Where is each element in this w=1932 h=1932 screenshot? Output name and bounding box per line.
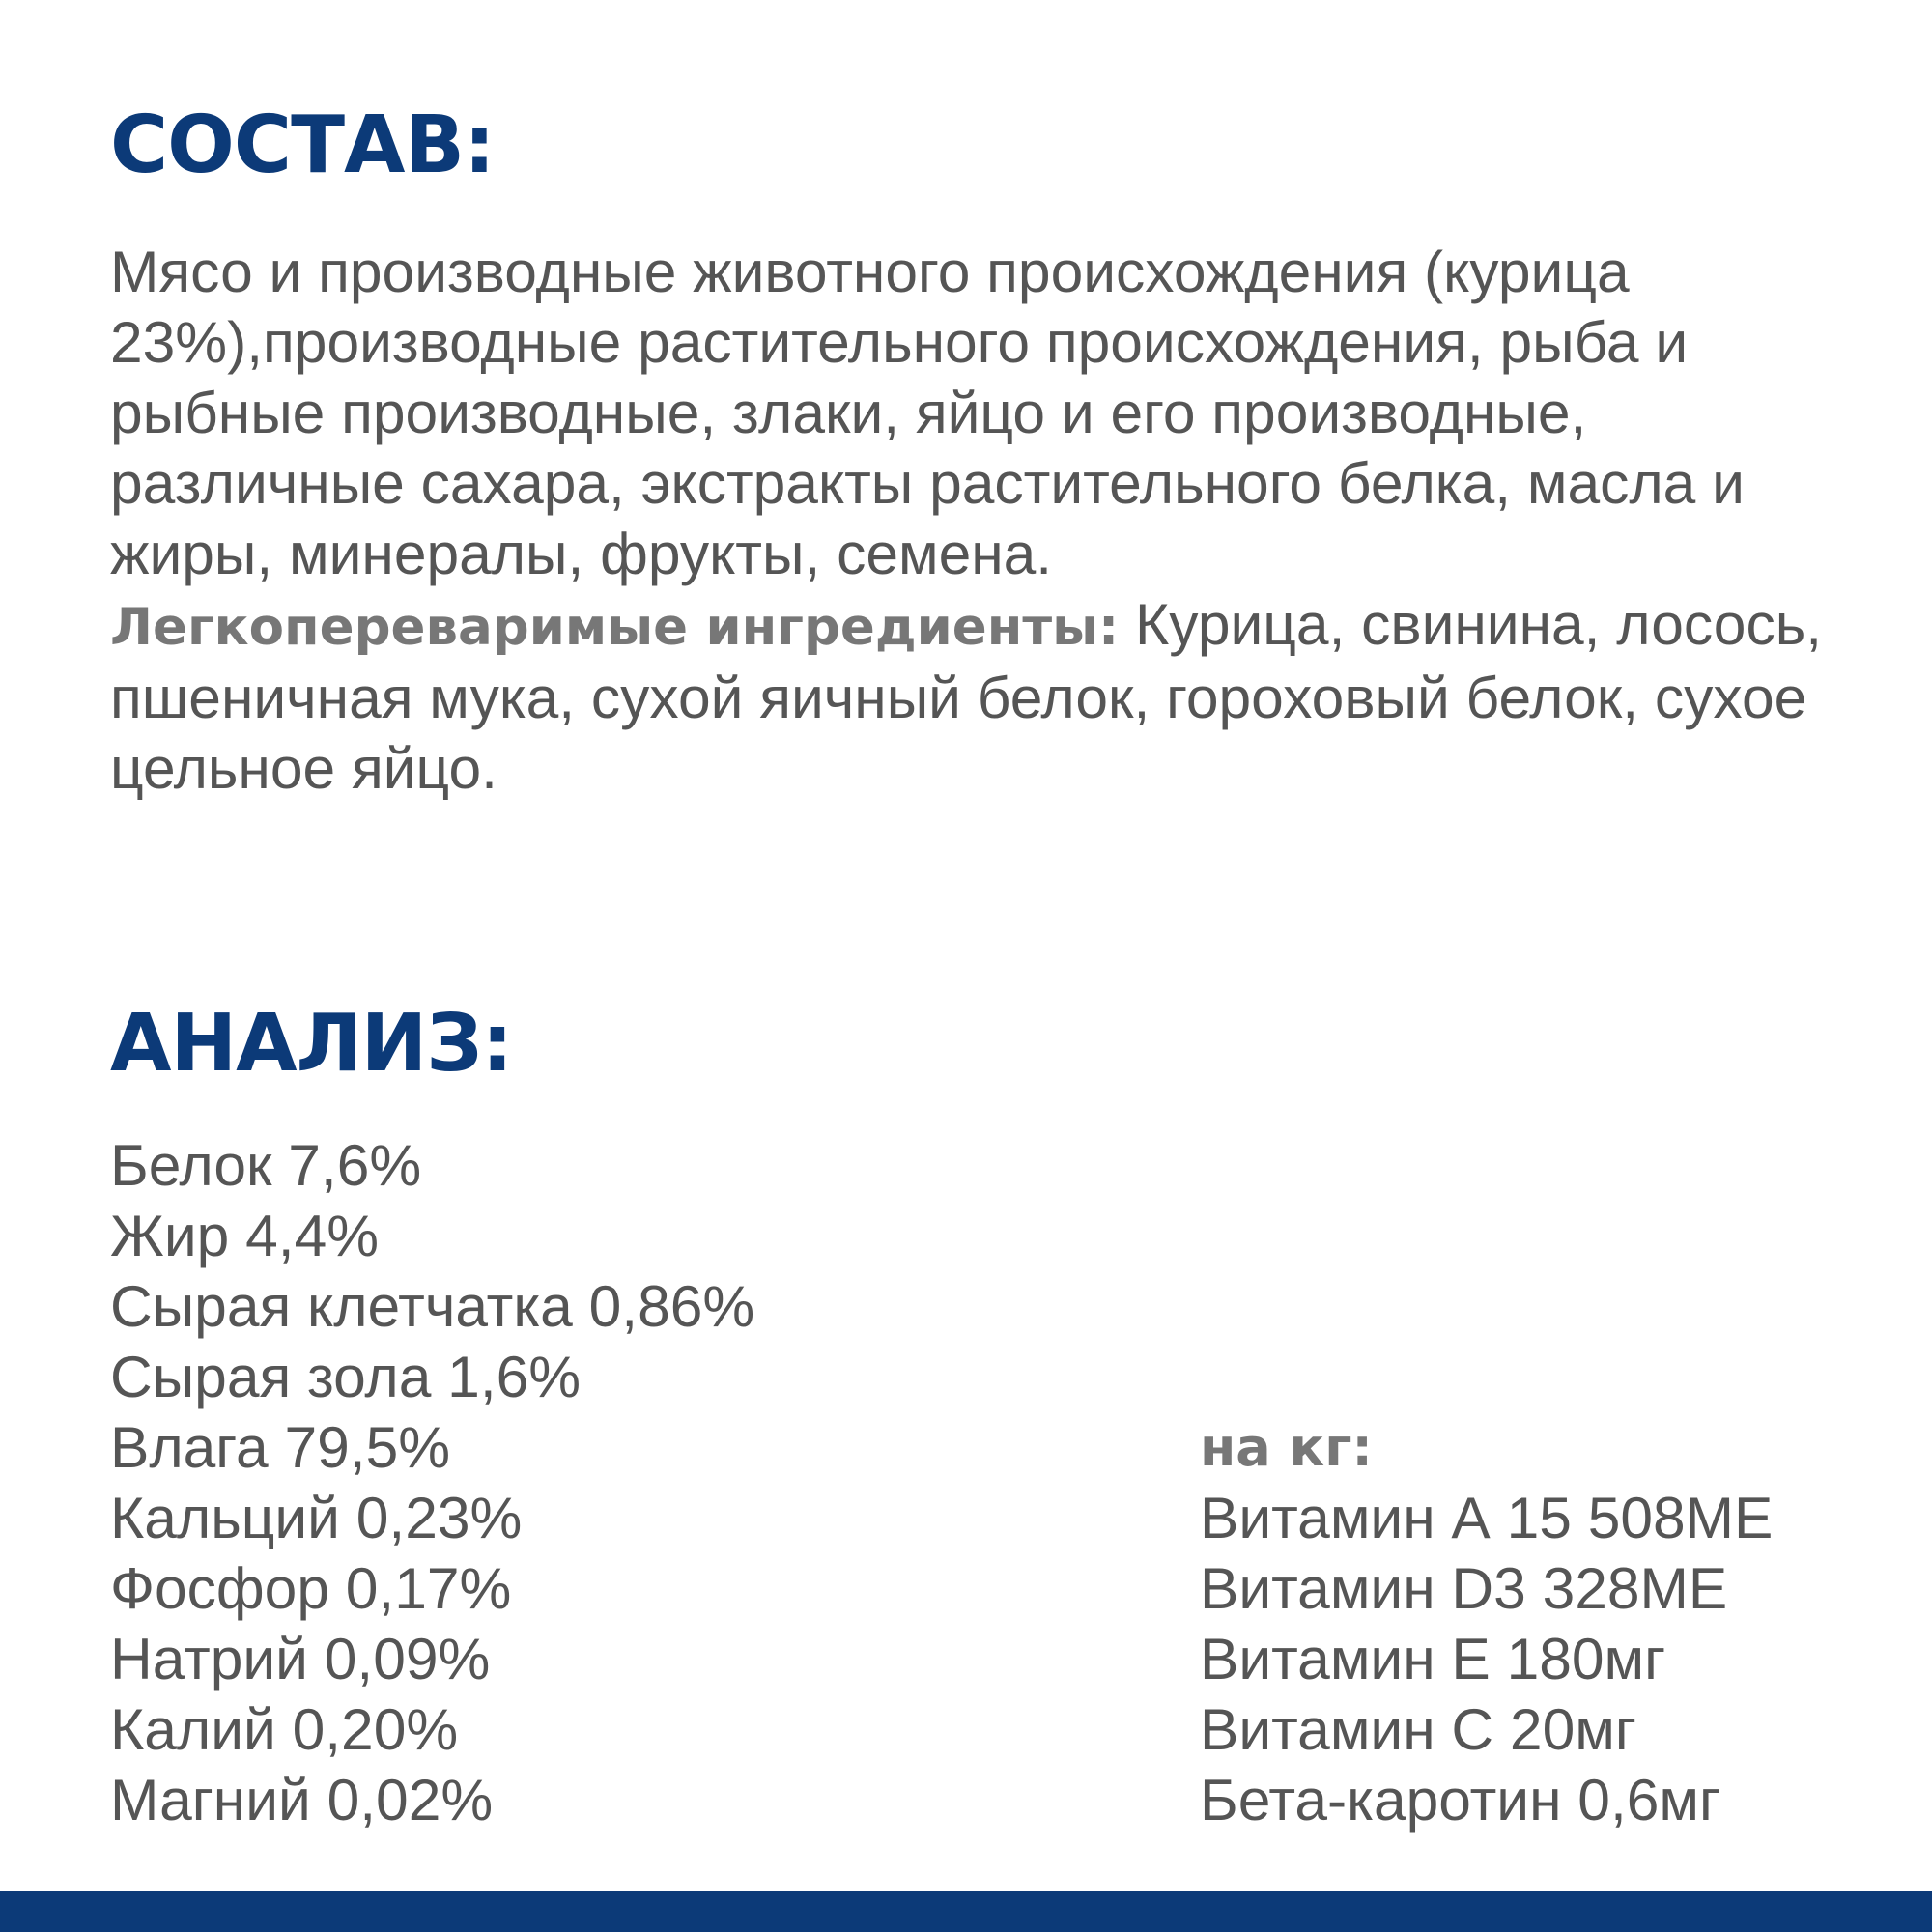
nutrient-item-ash: Сырая зола 1,6% [110,1344,582,1409]
analysis-heading: АНАЛИЗ: [110,998,513,1090]
nutrient-item-sodium: Натрий 0,09% [110,1626,491,1691]
nutrient-list [110,1130,754,1835]
bottom-brand-bar [0,1891,1932,1932]
nutrient-item-potassium: Калий 0,20% [110,1696,459,1762]
nutrient-item-fat: Жир 4,4% [110,1203,380,1268]
nutrient-item-protein: Белок 7,6% [110,1132,422,1198]
vitamin-item-c: Витамин С 20мг [1200,1696,1636,1762]
composition-text: Мясо и производные животного происхождения (курица 23%),производные растительного происхождения, рыба и рыбные производные, злаки, яйцо и его производные, различные сахара, экстракты растительного белка, масла и жиры, минералы, фрукты, семена. [110,239,1745,586]
vitamin-item-e: Витамин Е 180мг [1200,1626,1666,1691]
nutrient-item-phosphorus: Фосфор 0,17% [110,1555,512,1621]
composition-heading: СОСТАВ: [110,99,495,191]
nutrient-item-fiber: Сырая клетчатка 0,86% [110,1273,755,1339]
easy-digest-text: Курица, свинина, лосось, пшеничная мука, сухой яичный белок, гороховый белок, сухое цельное яйцо. [110,591,1823,801]
per-kg-title: на кг: [1200,1417,1374,1478]
nutrient-item-calcium: Кальций 0,23% [110,1485,523,1550]
easy-digest-label: Легкопереваримые ингредиенты: [110,598,1120,657]
nutrient-item-magnesium: Магний 0,02% [110,1767,494,1833]
vitamin-item-d3: Витамин D3 328МЕ [1200,1555,1728,1621]
vitamin-list [1200,1412,1773,1835]
vitamin-item-beta-carotene: Бета-каротин 0,6мг [1200,1767,1721,1833]
vitamin-item-a: Витамин А 15 508МЕ [1200,1485,1774,1550]
easy-digest-paragraph [110,589,1839,804]
nutrient-item-moisture: Влага 79,5% [110,1414,451,1480]
composition-text-block [110,237,1839,804]
